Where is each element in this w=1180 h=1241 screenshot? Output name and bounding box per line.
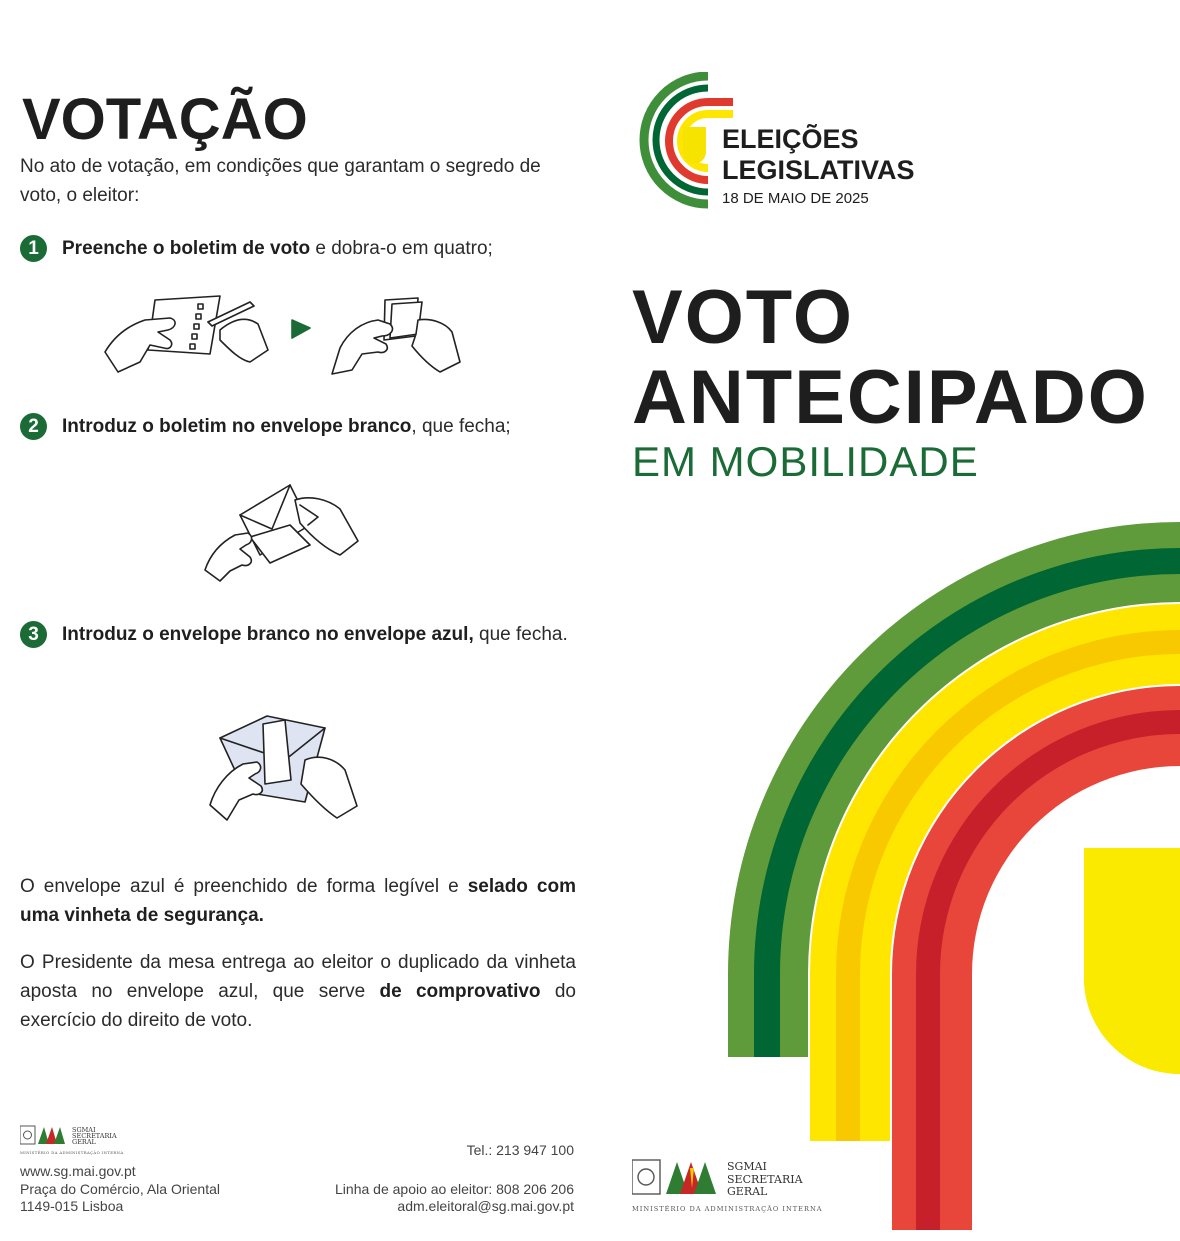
sgmai-emblem-icon: [632, 1158, 822, 1214]
org-short: SGMAI: [727, 1160, 767, 1173]
org-line1: SECRETARIA: [72, 1132, 117, 1140]
footer-support-line: Linha de apoio ao eleitor: 808 206 206: [335, 1181, 574, 1197]
logo-date: 18 DE MAIO DE 2025: [722, 190, 869, 207]
org-short: SGMAI: [72, 1126, 96, 1134]
step-1: [20, 234, 576, 264]
paragraph-text: O Presidente da mesa entrega ao eleitor o duplicado da vinheta aposta no envelope azul, que serve: [20, 952, 576, 1002]
step-bold: Preenche o boletim de voto: [62, 238, 311, 259]
main-title-line2: ANTECIPADO: [632, 355, 1149, 440]
blue-envelope-paragraph: [20, 872, 576, 930]
step-2: [20, 412, 576, 442]
logo-title-line2: LEGISLATIVAS: [722, 155, 915, 185]
paragraph-bold: selado com uma vinheta de segurança.: [20, 876, 576, 926]
step-bold: Introduz o envelope branco no envelope azul,: [62, 624, 474, 645]
paragraph-text: O envelope azul é preenchido de forma legível e: [20, 876, 468, 897]
ministry-name: MINISTÉRIO DA ADMINISTRAÇÃO INTERNA: [20, 1150, 124, 1155]
step-number-badge: 1: [20, 235, 47, 262]
main-title-line1: VOTO: [632, 275, 854, 360]
footer-address-1: Praça do Comércio, Ala Oriental: [20, 1181, 220, 1197]
fill-ballot-illustration: [100, 290, 470, 380]
step-number-badge: 2: [20, 413, 47, 440]
sgmai-emblem-icon: [20, 1124, 140, 1158]
step-rest: que fecha.: [473, 624, 568, 645]
org-line2: GERAL: [727, 1185, 768, 1198]
white-envelope-illustration: [200, 475, 365, 585]
step-number-badge: 3: [20, 621, 47, 648]
footer-address-2: 1149-015 Lisboa: [20, 1198, 124, 1214]
blue-envelope-illustration: [205, 710, 365, 825]
receipt-paragraph: [20, 948, 576, 1035]
paragraph-bold: de comprovativo: [379, 981, 541, 1002]
step-3: [20, 620, 576, 680]
footer-email[interactable]: adm.eleitoral@sg.mai.gov.pt: [397, 1198, 574, 1214]
intro-text: No ato de votação, em condições que garantam o segredo de voto, o eleitor:: [20, 156, 541, 206]
rainbow-decoration: [700, 500, 1180, 1241]
footer-website[interactable]: www.sg.mai.gov.pt: [20, 1163, 136, 1179]
paragraph-text: do exercício do direito de voto.: [20, 981, 576, 1031]
ministry-name: MINISTÉRIO DA ADMINISTRAÇÃO INTERNA: [632, 1205, 822, 1213]
org-line1: SECRETARIA: [727, 1173, 803, 1186]
step-text: [62, 412, 576, 441]
step-bold: Introduz o boletim no envelope branco: [62, 416, 412, 437]
step-rest: , que fecha;: [411, 416, 511, 437]
org-line2: GERAL: [72, 1138, 96, 1146]
logo-title-line1: ELEIÇÕES: [722, 124, 859, 154]
sgmai-logo-small: [20, 1124, 140, 1158]
step-text: [62, 234, 576, 263]
page-title: VOTAÇÃO: [22, 87, 308, 152]
step-text: [62, 620, 576, 649]
step-rest: e dobra-o em quatro;: [310, 238, 493, 259]
sgmai-logo-large: [632, 1158, 822, 1214]
footer-tel: Tel.: 213 947 100: [466, 1142, 574, 1158]
main-subtitle: EM MOBILIDADE: [632, 438, 979, 485]
